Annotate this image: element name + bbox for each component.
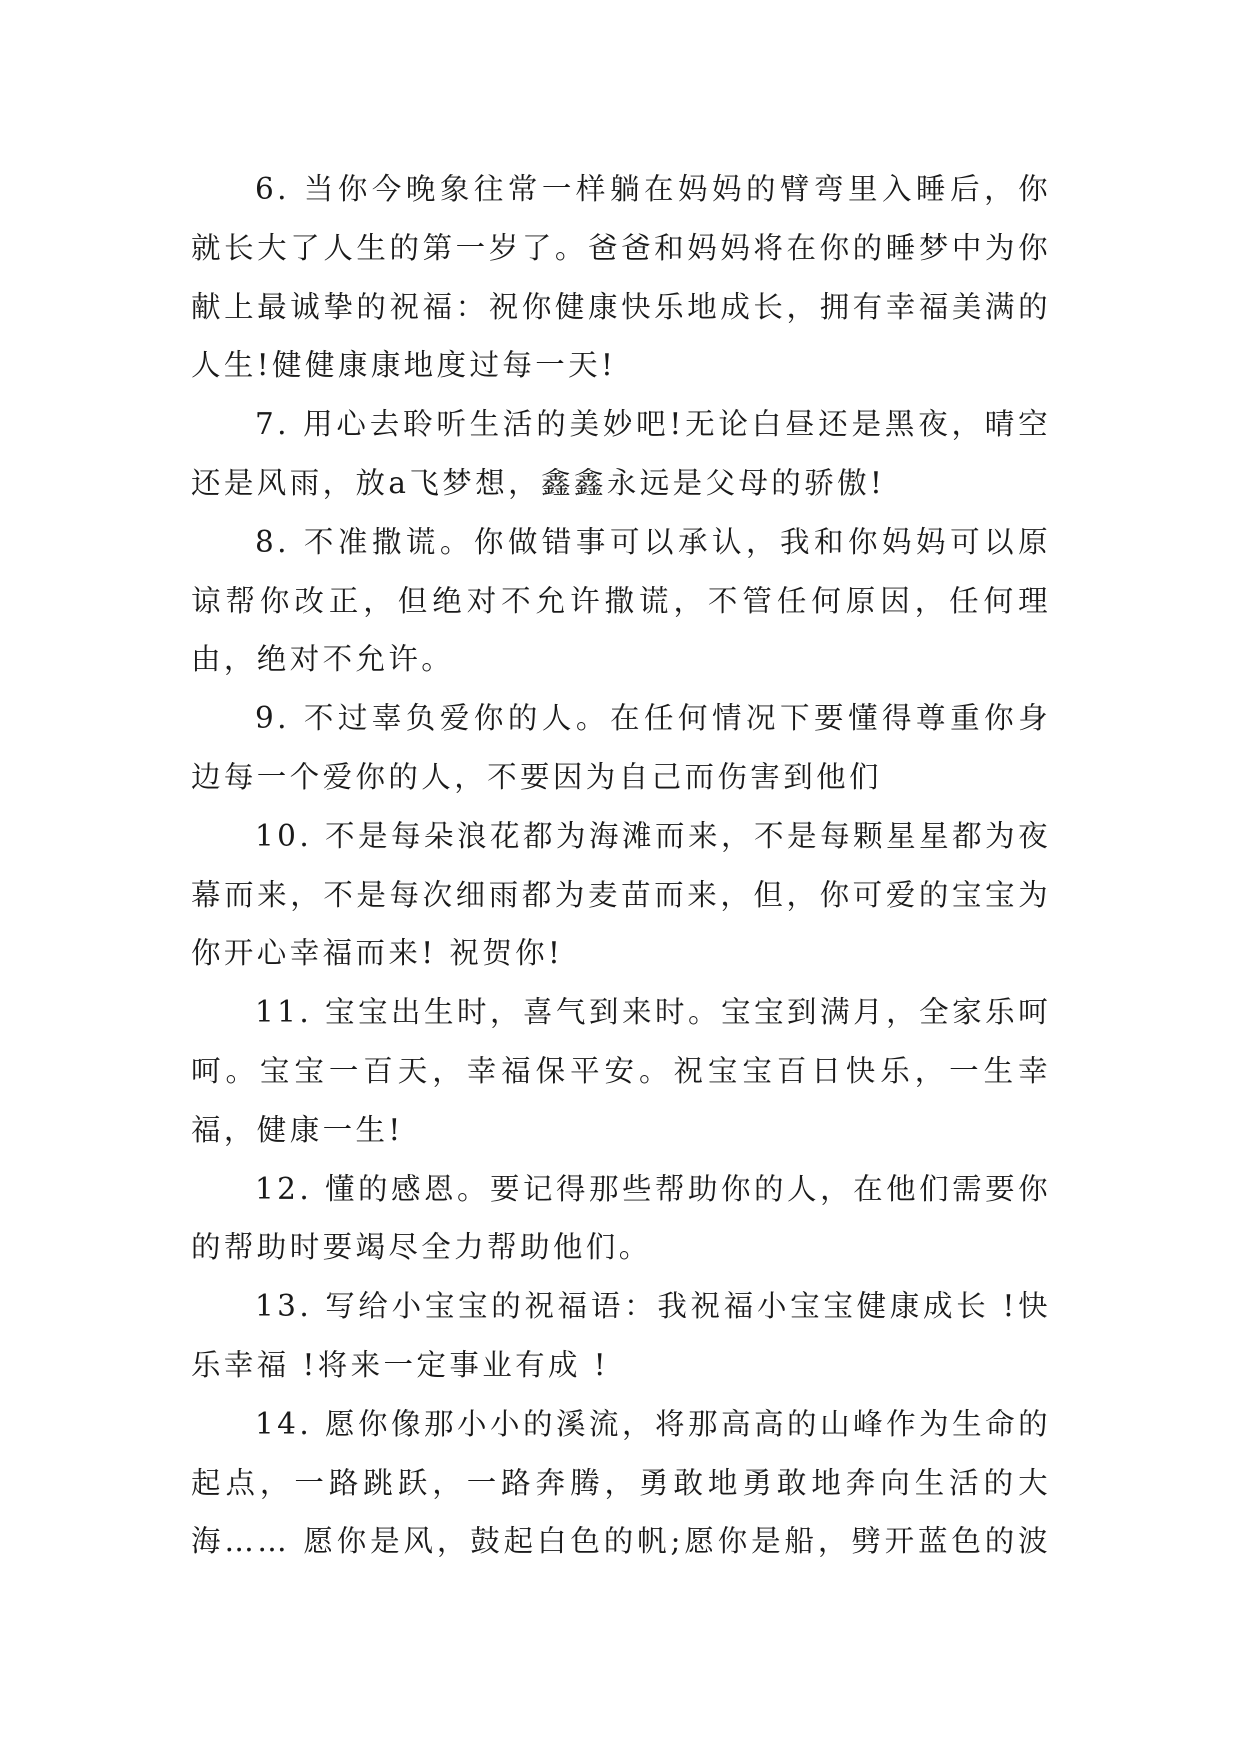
document-body [191, 160, 1051, 1571]
paragraph-13: 13. 写给小宝宝的祝福语：我祝福小宝宝健康成长 !快乐幸福 !将来一定事业有成 ! [191, 1289, 1051, 1382]
paragraph-9: 9. 不过辜负爱你的人。在任何情况下要懂得尊重你身边每一个爱你的人，不要因为自己而伤害到他们 [191, 701, 1051, 794]
paragraph-6: 6. 当你今晚象往常一样躺在妈妈的臂弯里入睡后，你就长大了人生的第一岁了。爸爸和妈妈将在你的睡梦中为你献上最诚挚的祝福：祝你健康快乐地成长，拥有幸福美满的人生!健健康康地度过每一天! [191, 172, 1051, 383]
paragraph-7: 7. 用心去聆听生活的美妙吧!无论白昼还是黑夜，晴空还是风雨，放a飞梦想，鑫鑫永远是父母的骄傲! [191, 407, 1051, 500]
paragraph-11: 11. 宝宝出生时，喜气到来时。宝宝到满月，全家乐呵呵。宝宝一百天，幸福保平安。祝宝宝百日快乐，一生幸福，健康一生! [191, 995, 1051, 1147]
paragraph-10: 10. 不是每朵浪花都为海滩而来，不是每颗星星都为夜幕而来，不是每次细雨都为麦苗而来，但，你可爱的宝宝为你开心幸福而来! 祝贺你! [191, 818, 1051, 971]
paragraph-14: 14. 愿你像那小小的溪流，将那高高的山峰作为生命的起点，一路跳跃，一路奔腾，勇敢地勇敢地奔向生活的大海…… 愿你是风，鼓起白色的帆;愿你是船，劈开蓝色的波 [191, 1406, 1051, 1559]
paragraph-8: 8. 不准撒谎。你做错事可以承认，我和你妈妈可以原谅帮你改正，但绝对不允许撒谎，不管任何原因，任何理由，绝对不允许。 [191, 524, 1051, 677]
paragraph-12: 12. 懂的感恩。要记得那些帮助你的人，在他们需要你的帮助时要竭尽全力帮助他们。 [191, 1171, 1051, 1265]
